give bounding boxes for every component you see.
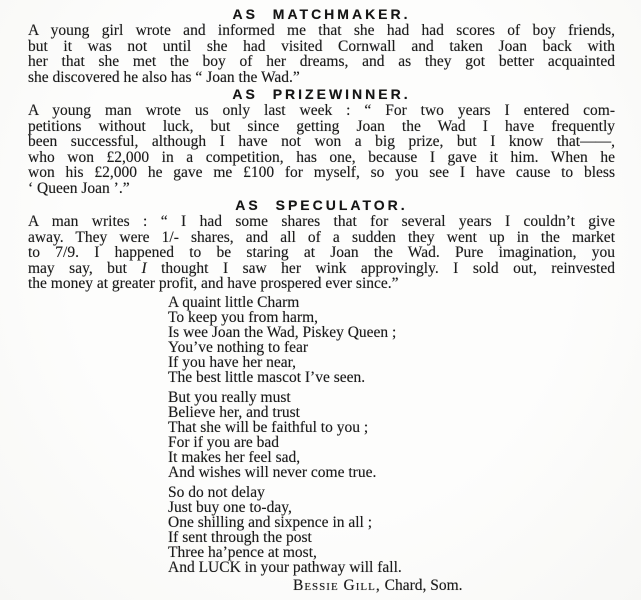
text-line: Just buy one to-day, xyxy=(168,498,292,516)
text-line: But you really must xyxy=(168,388,291,406)
text-line: petitions without luck, but since getting Joan the Wad I have frequently xyxy=(28,117,615,135)
text-line: One shilling and sixpence in all ; xyxy=(168,513,373,531)
text-line: If sent through the post xyxy=(168,528,312,546)
text-line: her that she met the boy of her dreams, and as they got better acquainted xyxy=(28,53,615,70)
paragraph-speculator xyxy=(28,214,615,292)
section-heading-speculator: AS SPECULATOR. xyxy=(235,197,408,213)
text-line: A quaint little Charm xyxy=(168,293,300,311)
text-line: Three ha’pence at most, xyxy=(168,543,317,561)
text-line: away. They were 1/- shares, and all of a sudden they went up in the market xyxy=(28,228,615,246)
text-line: ‘ Queen Joan ’.” xyxy=(28,179,130,197)
text-line: It makes her feel sad, xyxy=(168,448,301,466)
poem-stanza-3 xyxy=(168,485,615,575)
text-line: won his £2,000 he gave me £100 for myself, so you see I have cause to bless xyxy=(28,164,615,181)
text-line: The best little mascot I’ve seen. xyxy=(168,368,366,386)
text-line: And wishes will never come true. xyxy=(168,463,377,481)
text-line: she discovered he also has “ Joan the Wad.” xyxy=(28,68,300,86)
signature-location: Chard, Som. xyxy=(380,576,463,594)
section-heading-prizewinner: AS PRIZEWINNER. xyxy=(232,86,411,102)
poem xyxy=(168,295,615,575)
text-line: And LUCK in your pathway will fall. xyxy=(168,558,402,576)
text-line: To keep you from harm, xyxy=(168,308,318,326)
text-line: A man writes : “ I had some shares that for several years I couldn’t give xyxy=(28,213,615,230)
signature-name: Bessie Gill, xyxy=(293,576,381,594)
poem-stanza-1 xyxy=(168,295,615,385)
text-line: who won £2,000 in a competition, has one, because I gave it him. When he xyxy=(28,148,615,166)
text-line: So do not delay xyxy=(168,483,265,501)
text-line: That she will be faithful to you ; xyxy=(168,418,369,436)
poem-stanza-2 xyxy=(168,390,615,480)
signature xyxy=(28,578,615,594)
paragraph-matchmaker xyxy=(28,23,615,85)
text-line: If you have her near, xyxy=(168,353,297,371)
section-heading-matchmaker: AS MATCHMAKER. xyxy=(232,6,411,22)
text-line: You’ve nothing to fear xyxy=(168,338,309,356)
text-line: Believe her, and trust xyxy=(168,403,300,421)
text-line: For if you are bad xyxy=(168,433,280,451)
text-line: the money at greater profit, and have prospered ever since.” xyxy=(28,275,399,292)
paragraph-prizewinner xyxy=(28,103,615,196)
text-line: Is wee Joan the Wad, Piskey Queen ; xyxy=(168,323,397,341)
text-line: to 7/9. I happened to be staring at Joan the Wad. Pure imagination, you xyxy=(28,244,615,261)
text-line: been successful, although I have not won a big prize, but I know that——, xyxy=(28,133,615,150)
text-line: but it was not until she had visited Cornwall and taken Joan back with xyxy=(28,37,615,55)
text-line: A young girl wrote and informed me that she had had scores of boy friends, xyxy=(28,22,615,39)
text-line: may say, but I thought I saw her wink approvingly. I sold out, reinvested xyxy=(28,259,615,277)
text-line: A young man wrote us only last week : “ For two years I entered com- xyxy=(28,102,615,119)
